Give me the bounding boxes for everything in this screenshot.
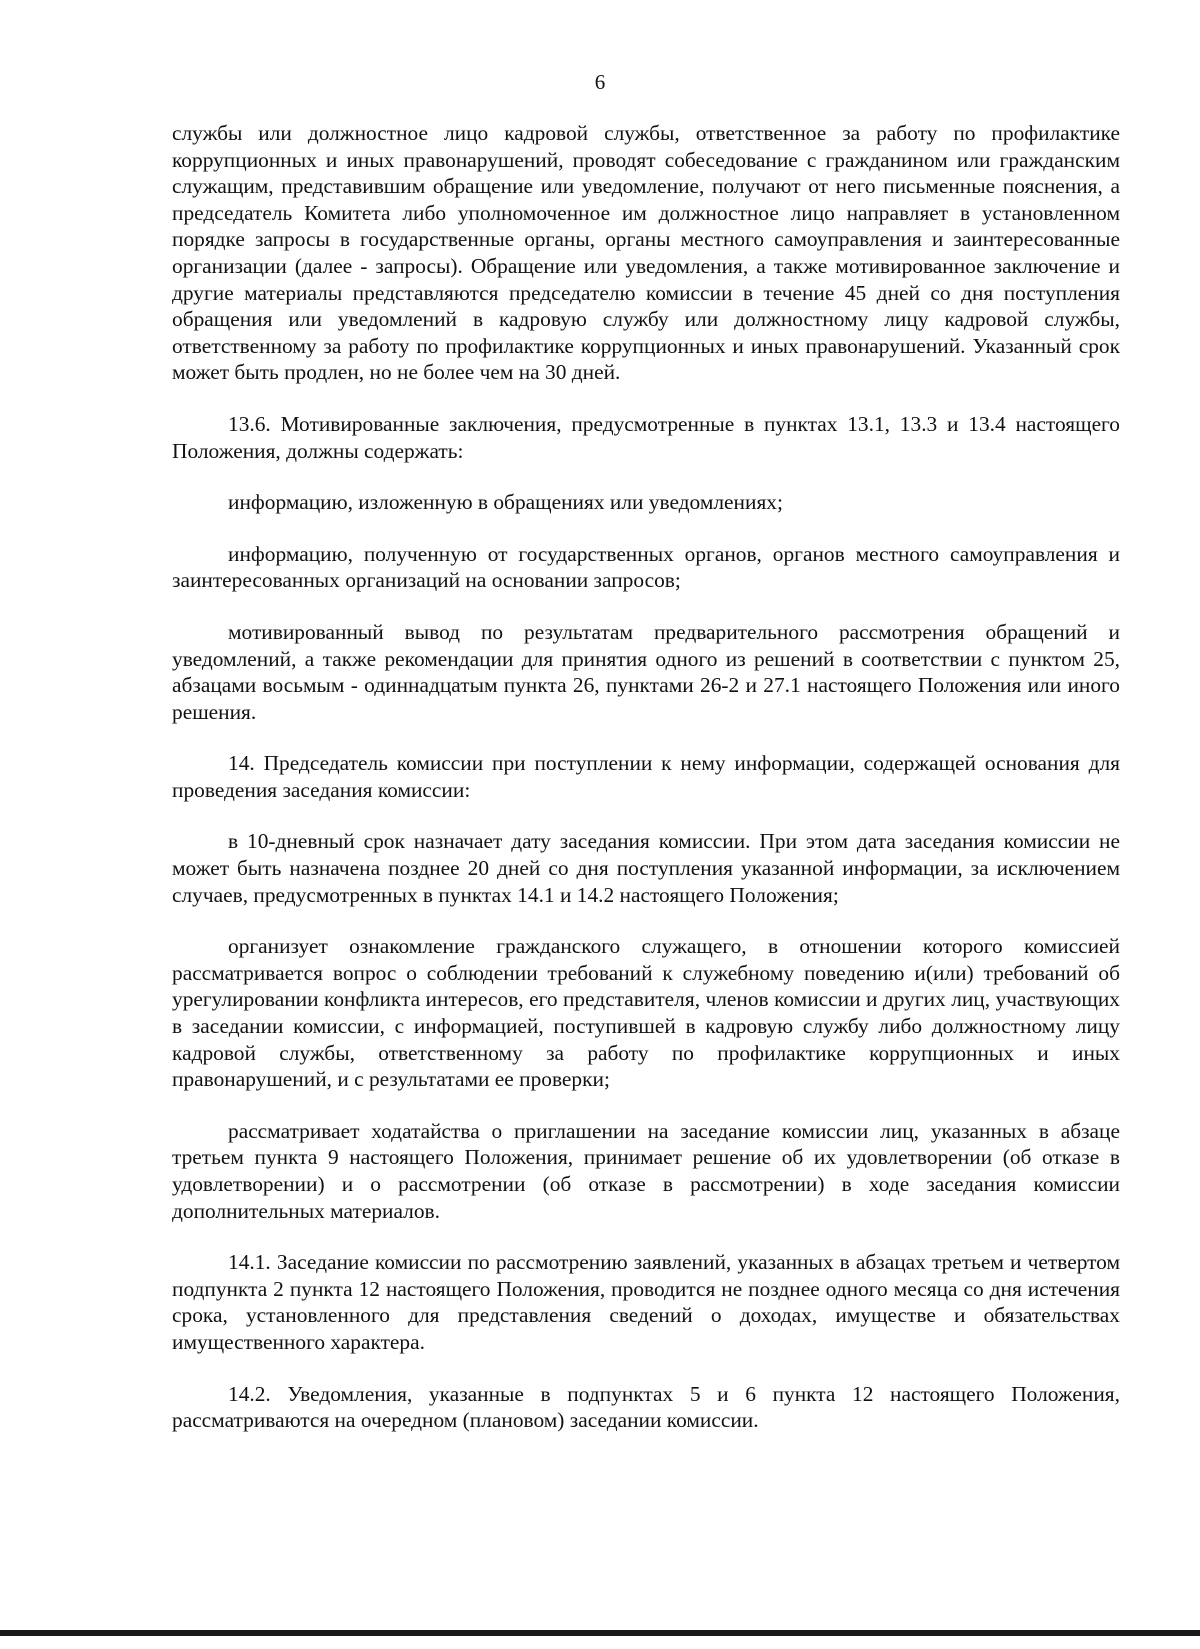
paragraph-14-1: 14.1. Заседание комиссии по рассмотрению заявлений, указанных в абзацах третьем и четвертом подпункта 2 пункта 12 настоящего Положения, проводится не позднее одного месяца со дня истечения срока, установленного для представления сведений о доходах, имуществе и обязательствах имущественного характера. [172, 1250, 1120, 1354]
scan-bottom-edge [0, 1630, 1200, 1636]
paragraph-14-item-1: в 10-дневный срок назначает дату заседания комиссии. При этом дата заседания комиссии не может быть назначена позднее 20 дней со дня поступления указанной информации, за исключением случаев, предусмотренных в пунктах 14.1 и 14.2 настоящего Положения; [172, 829, 1120, 907]
page-number: 6 [594, 70, 606, 94]
paragraph-continuation: службы или должностное лицо кадровой службы, ответственное за работу по профилактике коррупционных и иных правонарушений, проводят собеседование с гражданином или гражданским служащим, представившим обращение или уведомление, получают от него письменные пояснения, а председатель Комитета либо уполномоченное им должностное лицо направляет в установленном порядке запросы в государственные органы, органы местного самоуправления и заинтересованные организации (далее - запросы). Обращение или уведомления, а также мотивированное заключение и другие материалы представляются председателю комиссии в течение 45 дней со дня поступления обращения или уведомлений в кадровую службу или должностному лицу кадровой службы, ответственному за работу по профилактике коррупционных и иных правонарушений. Указанный срок может быть продлен, но не более чем на 30 дней. [172, 121, 1120, 385]
document-body [172, 120, 1120, 1434]
paragraph-14-2: 14.2. Уведомления, указанные в подпунктах 5 и 6 пункта 12 настоящего Положения, рассматриваются на очередном (плановом) заседании комиссии. [172, 1381, 1120, 1433]
paragraph-13-6-item-3: мотивированный вывод по результатам предварительного рассмотрения обращений и уведомлений, а также рекомендации для принятия одного из решений в соответствии с пунктом 25, абзацами восьмым - одиннадцатым пункта 26, пунктами 26-2 и 27.1 настоящего Положения или иного решения. [172, 619, 1120, 724]
paragraph-13-6-item-2: информацию, полученную от государственных органов, органов местного самоуправления и заинтересованных организаций на основании запросов; [172, 541, 1120, 593]
paragraph-13-6-item-1: информацию, изложенную в обращениях или уведомлениях; [228, 490, 783, 515]
paragraph-14-item-3: рассматривает ходатайства о приглашении на заседание комиссии лиц, указанных в абзаце третьем пункта 9 настоящего Положения, принимает решение об их удовлетворении (об отказе в удовлетворении) и о рассмотрении (об отказе в рассмотрении) в ходе заседания комиссии дополнительных материалов. [172, 1118, 1120, 1223]
paragraph-14-item-2: организует ознакомление гражданского служащего, в отношении которого комиссией рассматривается вопрос о соблюдении требований к служебному поведению и(или) требований об урегулировании конфликта интересов, его представителя, членов комиссии и других лиц, участвующих в заседании комиссии, с информацией, поступившей в кадровую службу либо должностному лицу кадровой службы, ответственному за работу по профилактике коррупционных и иных правонарушений, и с результатами ее проверки; [172, 934, 1120, 1092]
paragraph-13-6: 13.6. Мотивированные заключения, предусмотренные в пунктах 13.1, 13.3 и 13.4 настоящего Положения, должны содержать: [172, 411, 1120, 463]
paragraph-14: 14. Председатель комиссии при поступлении к нему информации, содержащей основания для проведения заседания комиссии: [172, 751, 1120, 802]
